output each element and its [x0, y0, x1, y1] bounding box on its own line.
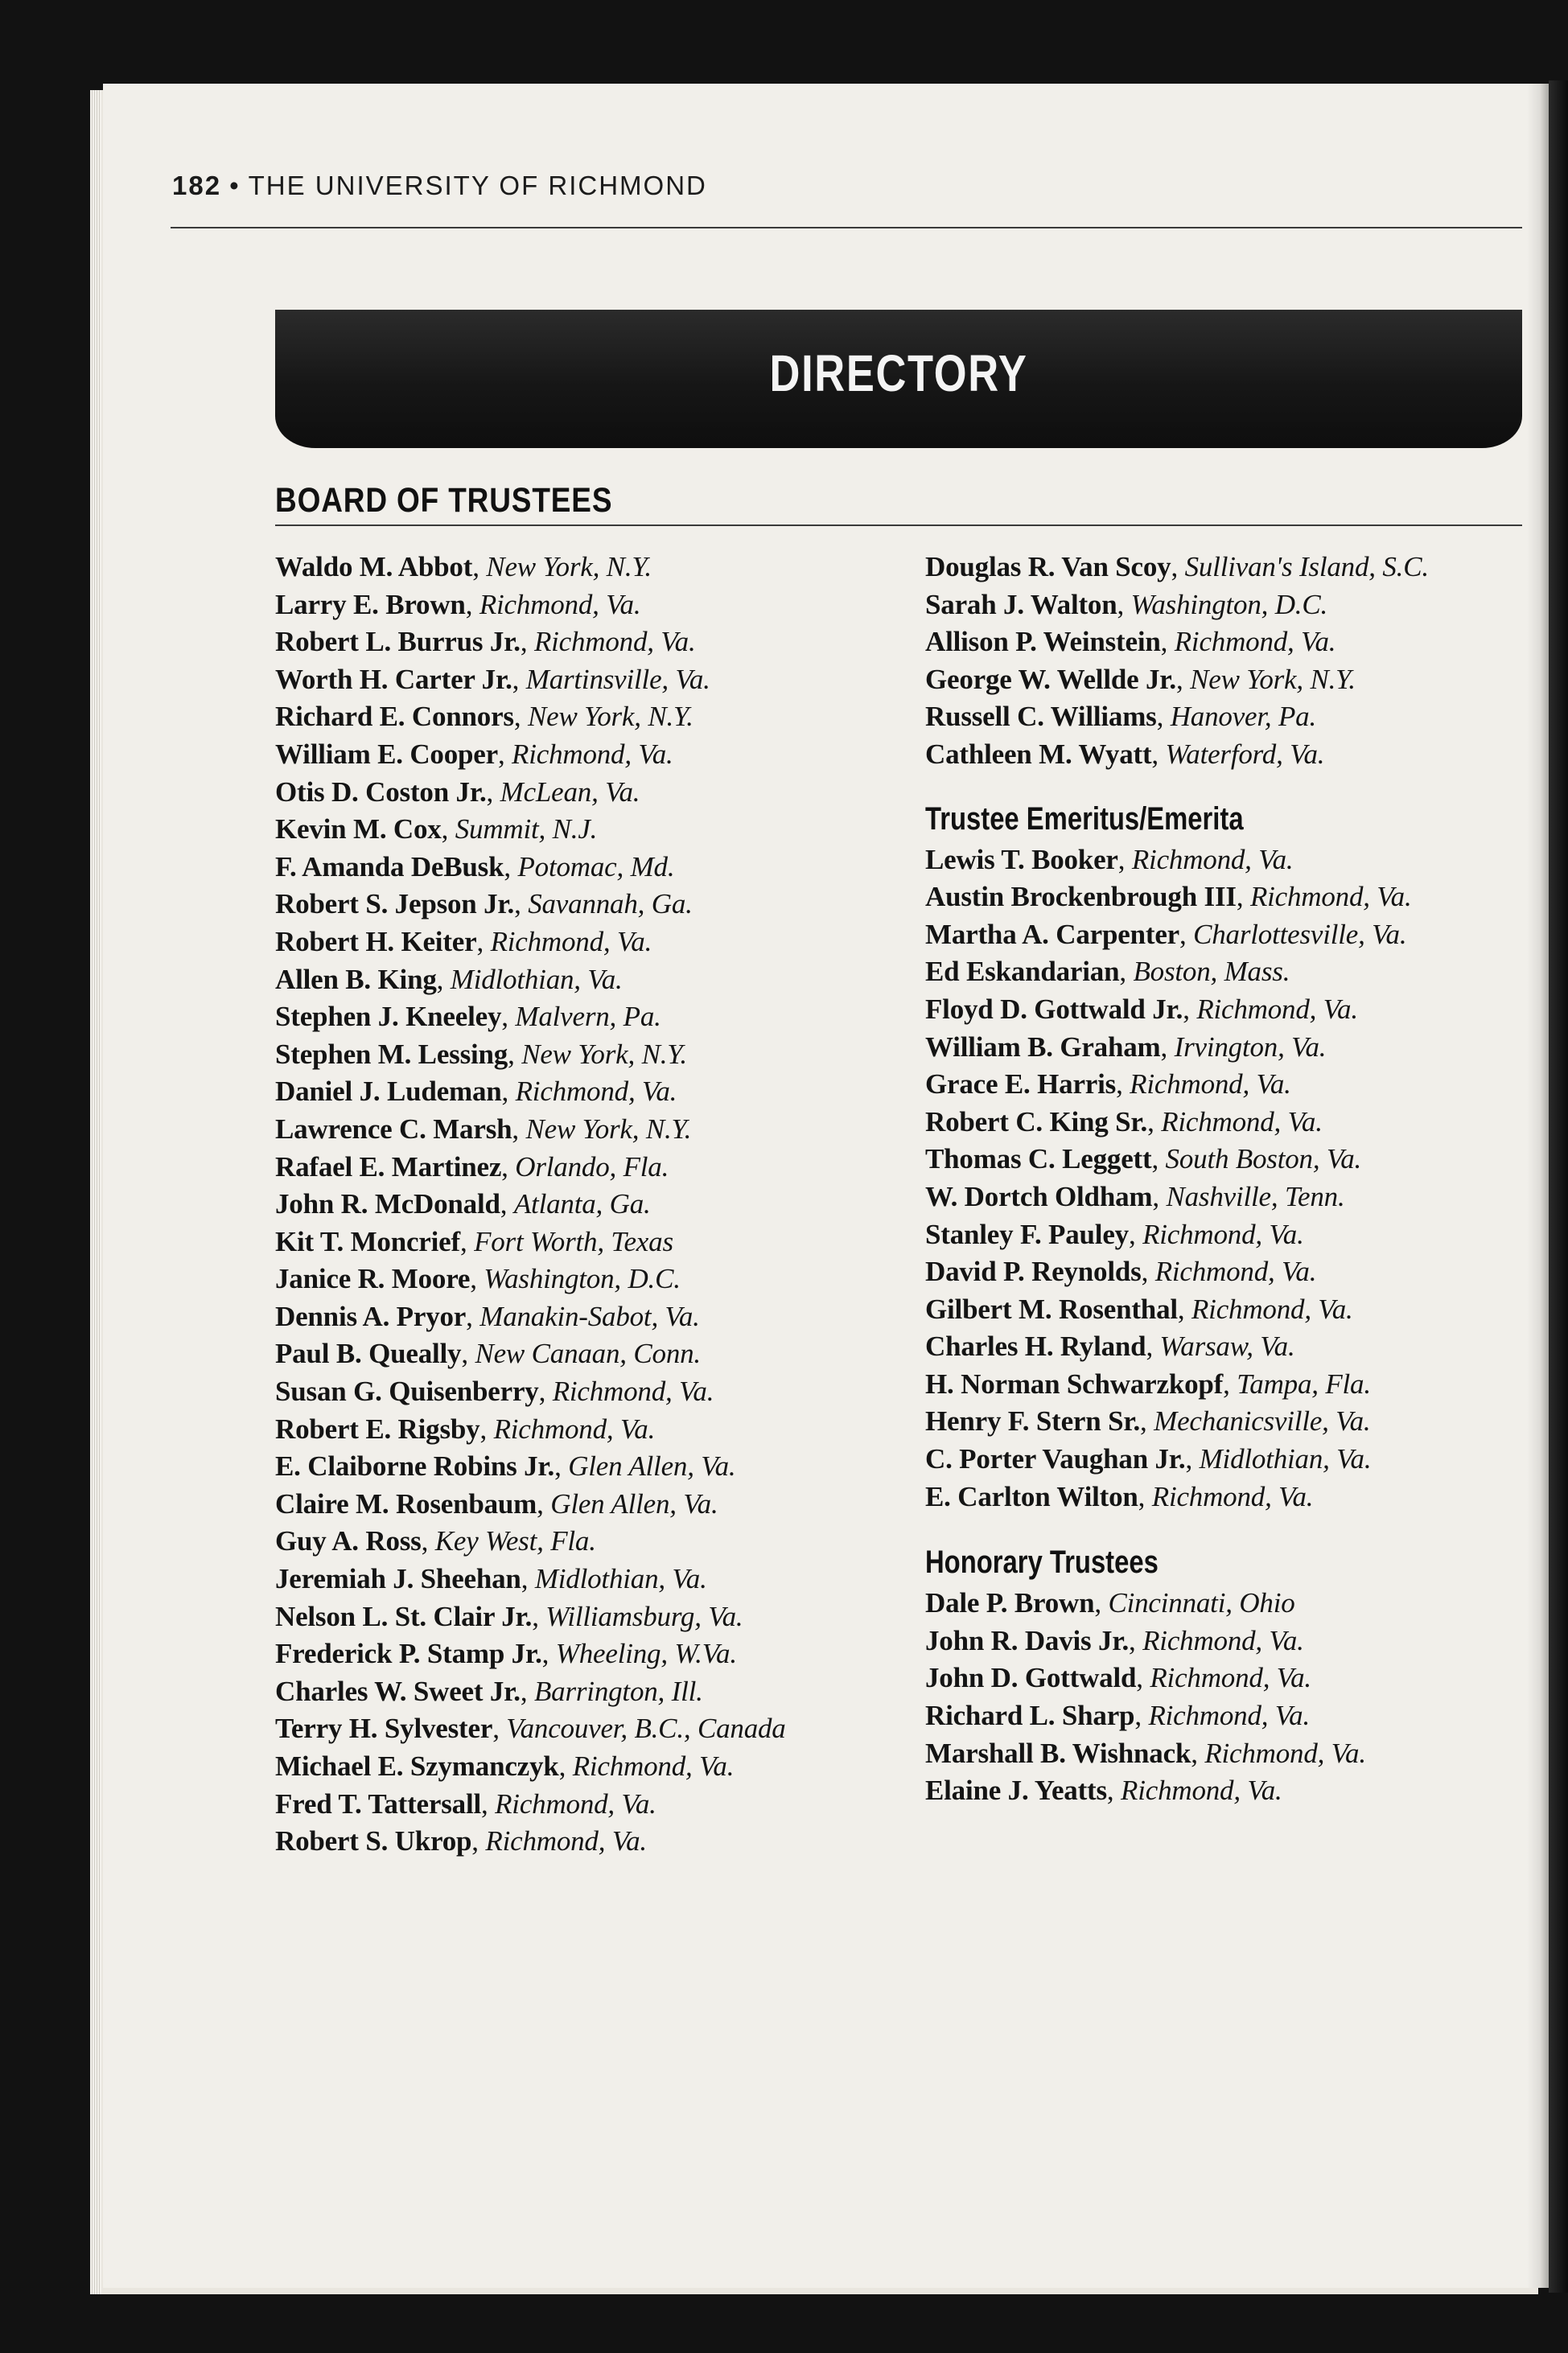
section-rule — [275, 524, 1522, 526]
trustee-name: Richard L. Sharp — [925, 1700, 1135, 1732]
trustee-location: Hanover, Pa. — [1170, 701, 1317, 733]
trustee-location: Fort Worth, Texas — [474, 1225, 673, 1257]
trustee-entry: Fred T. Tattersall, Richmond, Va. — [275, 1787, 656, 1820]
trustee-location: Midlothian, Va. — [1199, 1443, 1372, 1475]
trustee-location: Nashville, Tenn. — [1166, 1180, 1345, 1212]
trustee-location: Washington, D.C. — [484, 1263, 681, 1295]
trustee-name: W. Dortch Oldham — [925, 1180, 1153, 1212]
trustee-entry: George W. Wellde Jr., New York, N.Y. — [925, 663, 1356, 695]
trustee-location: Potomac, Md. — [517, 850, 675, 882]
trustee-entry: W. Dortch Oldham, Nashville, Tenn. — [925, 1180, 1345, 1212]
trustee-entry: Thomas C. Leggett, South Boston, Va. — [925, 1143, 1362, 1175]
trustee-location: Richmond, Va. — [1204, 1737, 1366, 1769]
trustee-location: Charlottesville, Va. — [1193, 918, 1407, 950]
trustee-name: Russell C. Williams — [925, 701, 1157, 733]
trustee-name: Lewis T. Booker — [925, 843, 1118, 875]
trustee-entry: Robert S. Jepson Jr., Savannah, Ga. — [275, 888, 693, 920]
trustee-entry: Robert S. Ukrop, Richmond, Va. — [275, 1825, 647, 1857]
trustee-location: Richmond, Va. — [1249, 881, 1412, 913]
trustee-name: Robert C. King Sr. — [925, 1105, 1148, 1137]
trustees-right-column — [925, 549, 1521, 1810]
trustee-name: Jeremiah J. Sheehan — [275, 1563, 521, 1595]
trustee-name: Stanley F. Pauley — [925, 1218, 1129, 1250]
trustee-entry: Michael E. Szymanczyk, Richmond, Va. — [275, 1750, 735, 1782]
trustee-name: Robert S. Ukrop — [275, 1825, 472, 1857]
trustee-entry: Richard E. Connors, New York, N.Y. — [275, 701, 693, 733]
trustee-name: Kit T. Moncrief — [275, 1225, 460, 1257]
trustee-name: Sarah J. Walton — [925, 588, 1117, 620]
trustee-name: Charles W. Sweet Jr. — [275, 1675, 521, 1707]
trustee-entry: Lewis T. Booker, Richmond, Va. — [925, 843, 1294, 875]
trustee-name: Martha A. Carpenter — [925, 918, 1179, 950]
header-bullet: • — [229, 171, 241, 200]
trustee-entry: Douglas R. Van Scoy, Sullivan's Island, S.C. — [925, 551, 1429, 582]
book-spine — [1549, 80, 1568, 2293]
trustee-location: Malvern, Pa. — [515, 1001, 661, 1033]
trustee-entry: Otis D. Coston Jr., McLean, Va. — [275, 775, 640, 808]
trustee-name: Austin Brockenbrough III — [925, 881, 1237, 913]
trustee-name: Guy A. Ross — [275, 1525, 422, 1557]
trustee-name: William B. Graham — [925, 1030, 1161, 1063]
trustee-entry: Stephen J. Kneeley, Malvern, Pa. — [275, 1001, 661, 1033]
trustee-location: McLean, Va. — [500, 775, 640, 808]
trustee-name: Nelson L. St. Clair Jr. — [275, 1600, 533, 1632]
trustee-name: Paul B. Queally — [275, 1338, 462, 1370]
trustee-entry: F. Amanda DeBusk, Potomac, Md. — [275, 850, 675, 882]
trustee-name: Robert S. Jepson Jr. — [275, 888, 515, 920]
trustee-entry: Sarah J. Walton, Washington, D.C. — [925, 588, 1328, 620]
trustee-name: Thomas C. Leggett — [925, 1143, 1152, 1175]
trustee-entry: Janice R. Moore, Washington, D.C. — [275, 1263, 681, 1295]
trustee-location: Richmond, Va. — [1131, 843, 1294, 875]
trustee-location: Vancouver, B.C., Canada — [506, 1713, 786, 1745]
trustee-entry: Henry F. Stern Sr., Mechanicsville, Va. — [925, 1405, 1371, 1438]
trustee-name: Stephen J. Kneeley — [275, 1001, 502, 1033]
trustee-entry: C. Porter Vaughan Jr., Midlothian, Va. — [925, 1443, 1372, 1475]
trustee-entry: Claire M. Rosenbaum, Glen Allen, Va. — [275, 1487, 718, 1520]
trustee-location: Midlothian, Va. — [534, 1563, 707, 1595]
trustee-location: Boston, Mass. — [1133, 956, 1290, 988]
trustee-entry: H. Norman Schwarzkopf, Tampa, Fla. — [925, 1368, 1371, 1400]
trustee-location: Richmond, Va. — [1151, 1480, 1314, 1512]
trustee-entry: Stanley F. Pauley, Richmond, Va. — [925, 1218, 1304, 1250]
trustee-name: Lawrence C. Marsh — [275, 1113, 512, 1145]
trustee-entry: Dale P. Brown, Cincinnati, Ohio — [925, 1587, 1295, 1619]
trustee-location: Glen Allen, Va. — [550, 1487, 718, 1520]
trustee-name: Henry F. Stern Sr. — [925, 1405, 1141, 1438]
trustee-entry: Susan G. Quisenberry, Richmond, Va. — [275, 1376, 714, 1408]
trustee-name: Robert H. Keiter — [275, 925, 477, 957]
trustee-entry: Marshall B. Wishnack, Richmond, Va. — [925, 1737, 1366, 1769]
trustee-entry: Martha A. Carpenter, Charlottesville, Va. — [925, 918, 1407, 950]
trustee-location: New York, N.Y. — [527, 701, 693, 733]
trustee-entry: Allen B. King, Midlothian, Va. — [275, 963, 623, 995]
trustee-name: Michael E. Szymanczyk — [275, 1750, 559, 1782]
trustee-entry: Grace E. Harris, Richmond, Va. — [925, 1068, 1291, 1100]
trustee-name: Douglas R. Van Scoy — [925, 551, 1171, 582]
banner-title: DIRECTORY — [769, 344, 1028, 402]
trustee-name: George W. Wellde Jr. — [925, 663, 1176, 695]
trustee-entry: Guy A. Ross, Key West, Fla. — [275, 1525, 596, 1557]
trustee-location: Richmond, Va. — [515, 1076, 677, 1108]
trustee-location: Richmond, Va. — [1150, 1662, 1311, 1694]
trustee-entry: Charles W. Sweet Jr., Barrington, Ill. — [275, 1675, 703, 1707]
trustee-location: Martinsville, Va. — [525, 663, 710, 695]
trustee-location: Summit, N.J. — [455, 813, 598, 845]
trustee-location: Richmond, Va. — [1148, 1700, 1311, 1732]
trustee-location: Richmond, Va. — [1130, 1068, 1291, 1100]
trustee-location: Richmond, Va. — [1191, 1293, 1353, 1325]
trustee-entry: Allison P. Weinstein, Richmond, Va. — [925, 626, 1336, 658]
trustee-entry: Ed Eskandarian, Boston, Mass. — [925, 956, 1290, 988]
trustee-name: Larry E. Brown — [275, 588, 466, 620]
trustee-location: New York, N.Y. — [486, 551, 652, 582]
trustee-name: E. Claiborne Robins Jr. — [275, 1450, 555, 1483]
trustee-name: E. Carlton Wilton — [925, 1480, 1138, 1512]
trustee-entry: Austin Brockenbrough III, Richmond, Va. — [925, 881, 1412, 913]
trustee-name: Robert E. Rigsby — [275, 1413, 480, 1445]
trustee-location: Richmond, Va. — [490, 925, 652, 957]
trustee-location: New York, N.Y. — [521, 1038, 687, 1070]
trustee-name: Stephen M. Lessing — [275, 1038, 508, 1070]
trustee-entry: Kevin M. Cox, Summit, N.J. — [275, 813, 598, 845]
trustee-name: Fred T. Tattersall — [275, 1787, 481, 1820]
trustee-name: Frederick P. Stamp Jr. — [275, 1638, 542, 1670]
trustee-location: Waterford, Va. — [1165, 738, 1325, 770]
trustee-entry: Russell C. Williams, Hanover, Pa. — [925, 701, 1317, 733]
trustee-entry: Terry H. Sylvester, Vancouver, B.C., Canada — [275, 1713, 786, 1745]
trustee-entry: John R. Davis Jr., Richmond, Va. — [925, 1624, 1304, 1656]
trustee-name: John R. McDonald — [275, 1188, 500, 1220]
emeritus-heading: Trustee Emeritus/Emerita — [925, 800, 1244, 837]
trustee-name: Dale P. Brown — [925, 1587, 1095, 1619]
trustee-name: Susan G. Quisenberry — [275, 1376, 539, 1408]
trustee-location: Atlanta, Ga. — [513, 1188, 651, 1220]
trustee-name: Worth H. Carter Jr. — [275, 663, 512, 695]
trustee-entry: Lawrence C. Marsh, New York, N.Y. — [275, 1113, 692, 1145]
section-title: BOARD OF TRUSTEES — [275, 481, 613, 520]
trustee-entry: David P. Reynolds, Richmond, Va. — [925, 1256, 1317, 1288]
trustee-location: Richmond, Va. — [493, 1413, 656, 1445]
trustee-entry: William B. Graham, Irvington, Va. — [925, 1030, 1327, 1063]
trustee-location: Warsaw, Va. — [1159, 1331, 1295, 1363]
trustee-location: New Canaan, Conn. — [475, 1338, 701, 1370]
trustee-location: Wheeling, W.Va. — [555, 1638, 737, 1670]
trustee-name: Allison P. Weinstein — [925, 626, 1161, 658]
running-head — [172, 171, 707, 201]
trustee-entry: Charles H. Ryland, Warsaw, Va. — [925, 1331, 1295, 1363]
trustee-entry: Nelson L. St. Clair Jr., Williamsburg, Va. — [275, 1600, 743, 1632]
trustee-entry: Robert C. King Sr., Richmond, Va. — [925, 1105, 1323, 1137]
trustee-location: South Boston, Va. — [1165, 1143, 1362, 1175]
trustee-name: Gilbert M. Rosenthal — [925, 1293, 1178, 1325]
trustee-entry: Worth H. Carter Jr., Martinsville, Va. — [275, 663, 710, 695]
trustee-name: Otis D. Coston Jr. — [275, 775, 487, 808]
trustee-entry: Jeremiah J. Sheehan, Midlothian, Va. — [275, 1563, 707, 1595]
honorary-heading: Honorary Trustees — [925, 1545, 1159, 1581]
trustee-location: Williamsburg, Va. — [545, 1600, 743, 1632]
trustee-name: Robert L. Burrus Jr. — [275, 626, 521, 658]
trustee-entry: E. Carlton Wilton, Richmond, Va. — [925, 1480, 1314, 1512]
page-number: 182 — [172, 171, 222, 200]
trustee-location: Manakin-Sabot, Va. — [479, 1300, 700, 1332]
trustee-name: Floyd D. Gottwald Jr. — [925, 993, 1183, 1025]
trustee-location: Glen Allen, Va. — [568, 1450, 736, 1483]
trustee-location: Richmond, Va. — [479, 588, 641, 620]
trustee-location: Mechanicsville, Va. — [1154, 1405, 1371, 1438]
trustee-name: Janice R. Moore — [275, 1263, 471, 1295]
trustee-name: Allen B. King — [275, 963, 437, 995]
trustee-entry: John D. Gottwald, Richmond, Va. — [925, 1662, 1311, 1694]
trustee-entry: Frederick P. Stamp Jr., Wheeling, W.Va. — [275, 1638, 737, 1670]
trustee-entry: Dennis A. Pryor, Manakin-Sabot, Va. — [275, 1300, 700, 1332]
trustee-entry: Robert L. Burrus Jr., Richmond, Va. — [275, 626, 696, 658]
trustee-entry: Gilbert M. Rosenthal, Richmond, Va. — [925, 1293, 1353, 1325]
trustee-entry: E. Claiborne Robins Jr., Glen Allen, Va. — [275, 1450, 736, 1483]
trustee-location: Richmond, Va. — [1161, 1105, 1323, 1137]
trustee-location: Richmond, Va. — [485, 1825, 647, 1857]
trustee-location: Tampa, Fla. — [1237, 1368, 1371, 1400]
trustee-entry: William E. Cooper, Richmond, Va. — [275, 738, 673, 770]
trustee-entry: Paul B. Queally, New Canaan, Conn. — [275, 1338, 701, 1370]
trustee-name: Waldo M. Abbot — [275, 551, 473, 582]
trustee-entry: Robert E. Rigsby, Richmond, Va. — [275, 1413, 656, 1445]
trustee-location: Richmond, Va. — [512, 738, 673, 770]
trustee-location: Washington, D.C. — [1130, 588, 1328, 620]
trustee-name: Rafael E. Martinez — [275, 1150, 502, 1183]
trustee-entry: Cathleen M. Wyatt, Waterford, Va. — [925, 738, 1325, 770]
trustee-location: Barrington, Ill. — [533, 1675, 703, 1707]
trustee-location: Midlothian, Va. — [450, 963, 623, 995]
trustee-entry: Larry E. Brown, Richmond, Va. — [275, 588, 641, 620]
trustee-entry: Waldo M. Abbot, New York, N.Y. — [275, 551, 652, 582]
trustee-name: Grace E. Harris — [925, 1068, 1117, 1100]
trustee-entry: Rafael E. Martinez, Orlando, Fla. — [275, 1150, 669, 1183]
book-title: THE UNIVERSITY OF RICHMOND — [248, 171, 707, 200]
header-rule — [171, 227, 1522, 228]
trustee-entry: Kit T. Moncrief, Fort Worth, Texas — [275, 1225, 673, 1257]
directory-banner — [275, 310, 1522, 448]
trustee-name: Terry H. Sylvester — [275, 1713, 493, 1745]
trustee-name: Daniel J. Ludeman — [275, 1076, 502, 1108]
trustee-location: Savannah, Ga. — [528, 888, 693, 920]
trustee-location: Richmond, Va. — [1121, 1775, 1282, 1807]
trustee-name: John D. Gottwald — [925, 1662, 1137, 1694]
trustee-entry: Elaine J. Yeatts, Richmond, Va. — [925, 1775, 1282, 1807]
trustee-location: Richmond, Va. — [495, 1787, 656, 1820]
trustee-name: H. Norman Schwarzkopf — [925, 1368, 1224, 1400]
trustee-location: Richmond, Va. — [1142, 1624, 1304, 1656]
trustee-location: Sullivan's Island, S.C. — [1184, 551, 1429, 582]
trustee-location: Richmond, Va. — [1174, 626, 1336, 658]
trustee-entry: Robert H. Keiter, Richmond, Va. — [275, 925, 652, 957]
trustee-name: Cathleen M. Wyatt — [925, 738, 1152, 770]
trustee-location: Richmond, Va. — [1154, 1256, 1317, 1288]
trustee-location: Cincinnati, Ohio — [1108, 1587, 1295, 1619]
trustee-name: Richard E. Connors — [275, 701, 514, 733]
trustee-name: John R. Davis Jr. — [925, 1624, 1129, 1656]
trustee-location: New York, N.Y. — [525, 1113, 692, 1145]
trustee-entry: Richard L. Sharp, Richmond, Va. — [925, 1700, 1311, 1732]
trustee-name: Claire M. Rosenbaum — [275, 1487, 537, 1520]
trustee-entry: Floyd D. Gottwald Jr., Richmond, Va. — [925, 993, 1358, 1025]
trustee-entry: Stephen M. Lessing, New York, N.Y. — [275, 1038, 687, 1070]
trustee-location: Orlando, Fla. — [515, 1150, 669, 1183]
trustee-name: David P. Reynolds — [925, 1256, 1142, 1288]
trustee-location: Richmond, Va. — [1196, 993, 1358, 1025]
trustee-name: F. Amanda DeBusk — [275, 850, 504, 882]
trustee-name: Dennis A. Pryor — [275, 1300, 467, 1332]
trustee-location: Richmond, Va. — [572, 1750, 735, 1782]
trustee-name: C. Porter Vaughan Jr. — [925, 1443, 1186, 1475]
trustee-name: Charles H. Ryland — [925, 1331, 1146, 1363]
trustee-location: New York, N.Y. — [1190, 663, 1356, 695]
trustee-entry: Daniel J. Ludeman, Richmond, Va. — [275, 1076, 677, 1108]
trustee-name: Marshall B. Wishnack — [925, 1737, 1191, 1769]
trustee-location: Irvington, Va. — [1174, 1030, 1327, 1063]
trustee-name: Kevin M. Cox — [275, 813, 442, 845]
trustee-location: Richmond, Va. — [552, 1376, 714, 1408]
trustee-location: Key West, Fla. — [434, 1525, 596, 1557]
trustee-name: Ed Eskandarian — [925, 956, 1120, 988]
trustee-location: Richmond, Va. — [1142, 1218, 1304, 1250]
trustees-left-column — [275, 549, 887, 1861]
trustee-name: Elaine J. Yeatts — [925, 1775, 1107, 1807]
trustee-location: Richmond, Va. — [533, 626, 696, 658]
trustee-name: William E. Cooper — [275, 738, 498, 770]
trustee-entry: John R. McDonald, Atlanta, Ga. — [275, 1188, 651, 1220]
